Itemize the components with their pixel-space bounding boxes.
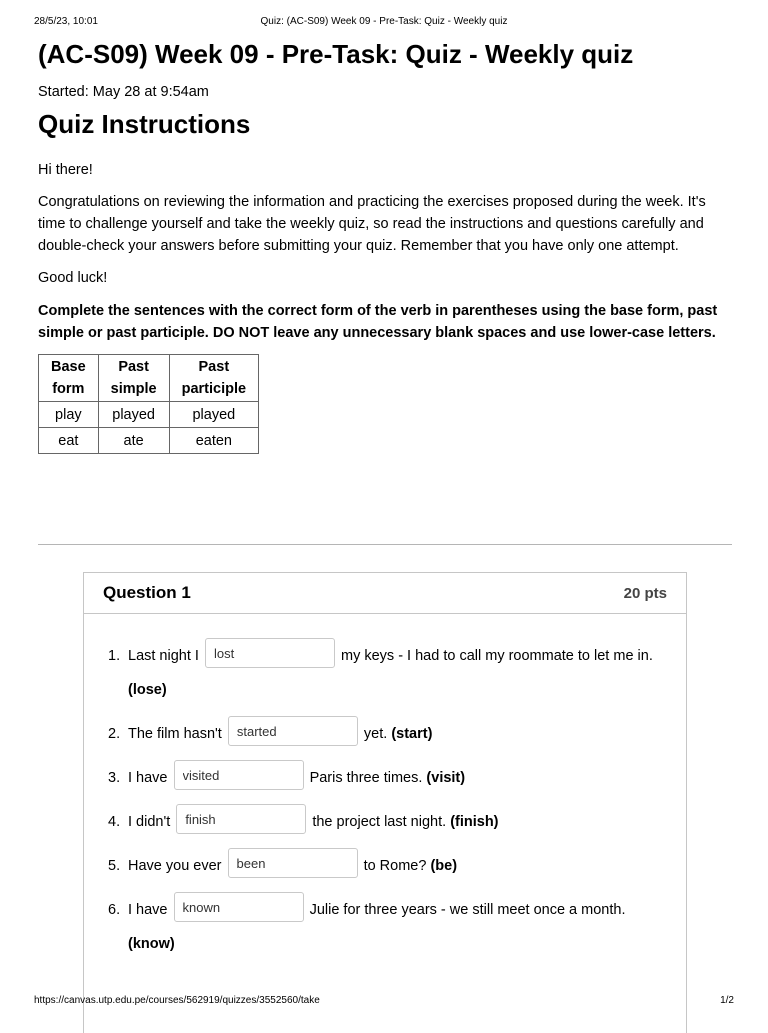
table-cell: play	[39, 402, 99, 428]
item-number: 6.	[108, 902, 121, 918]
print-page-title: Quiz: (AC-S09) Week 09 - Pre-Task: Quiz - Weekly quiz	[260, 16, 508, 27]
quiz-title: (AC-S09) Week 09 - Pre-Task: Quiz - Weekly quiz	[38, 39, 634, 69]
table-row	[39, 402, 259, 428]
answer-input-2[interactable]	[228, 716, 358, 746]
question-items	[108, 639, 668, 961]
item-text-before: I have	[128, 770, 168, 786]
header-base-form: Base form	[39, 355, 99, 402]
greeting-text: Hi there!	[38, 162, 93, 178]
congrats-text: Congratulations on reviewing the information and practicing the exercises proposed during the week. It's time to challenge yourself and take the weekly quiz, so read the instructions and questions carefully and double-check your answers before submitting your quiz. Remember that you have only one attempt.	[38, 194, 706, 254]
item-hint: (finish)	[450, 814, 499, 830]
list-item	[108, 717, 668, 751]
table-row	[39, 428, 259, 454]
list-item	[108, 805, 668, 839]
list-item	[108, 849, 668, 883]
table-cell: eaten	[169, 428, 258, 454]
good-luck-text: Good luck!	[38, 270, 108, 286]
item-hint: (visit)	[426, 770, 466, 786]
item-hint: (be)	[430, 858, 458, 874]
print-url: https://canvas.utp.edu.pe/courses/562919/quizzes/3552560/take	[34, 995, 320, 1006]
question-header	[84, 573, 686, 614]
item-hint: (lose)	[128, 682, 167, 698]
verb-forms-table	[38, 354, 259, 454]
started-time: Started: May 28 at 9:54am	[38, 84, 209, 100]
print-datetime: 28/5/23, 10:01	[34, 16, 98, 27]
table-header-row	[39, 355, 259, 402]
instructions-heading: Quiz Instructions	[38, 109, 251, 139]
table-cell: played	[98, 402, 169, 428]
table-cell: played	[169, 402, 258, 428]
header-past-participle: Past participle	[169, 355, 258, 402]
quiz-content	[38, 38, 732, 454]
item-text-after: Julie for three years - we still meet once a month.	[309, 902, 626, 918]
item-text-before: Have you ever	[128, 858, 222, 874]
question-title: Question 1	[103, 583, 191, 602]
item-number: 5.	[108, 858, 121, 874]
item-text-after: to Rome?	[363, 858, 427, 874]
item-hint: (know)	[128, 936, 175, 952]
item-number: 3.	[108, 770, 121, 786]
list-item	[108, 639, 668, 707]
question-card	[83, 572, 687, 1033]
print-footer	[34, 995, 734, 1006]
list-item	[108, 893, 668, 961]
answer-input-6[interactable]	[174, 892, 304, 922]
item-number: 4.	[108, 814, 121, 830]
answer-input-1[interactable]	[205, 638, 335, 668]
header-past-simple: Past simple	[98, 355, 169, 402]
item-number: 1.	[108, 648, 121, 664]
answer-input-3[interactable]	[174, 760, 304, 790]
print-header	[34, 16, 734, 27]
table-cell: ate	[98, 428, 169, 454]
list-item	[108, 761, 668, 795]
item-number: 2.	[108, 726, 121, 742]
table-cell: eat	[39, 428, 99, 454]
print-page-number: 1/2	[720, 995, 734, 1006]
item-text-after: Paris three times.	[309, 770, 423, 786]
answer-input-4[interactable]	[176, 804, 306, 834]
item-text-before: I didn't	[128, 814, 171, 830]
item-text-before: Last night I	[128, 648, 199, 664]
item-hint: (start)	[391, 726, 433, 742]
item-text-before: I have	[128, 902, 168, 918]
question-points: 20 pts	[623, 584, 667, 602]
directions-text: Complete the sentences with the correct form of the verb in parentheses using the base form, past simple or past participle. DO NOT leave any unnecessary blank spaces and use lower-case letters.	[38, 303, 718, 341]
section-divider	[38, 544, 732, 545]
answer-input-5[interactable]	[228, 848, 358, 878]
item-text-after: my keys - I had to call my roommate to let me in.	[341, 648, 653, 664]
item-text-after: the project last night.	[312, 814, 447, 830]
item-text-before: The film hasn't	[128, 726, 222, 742]
item-text-after: yet.	[363, 726, 388, 742]
